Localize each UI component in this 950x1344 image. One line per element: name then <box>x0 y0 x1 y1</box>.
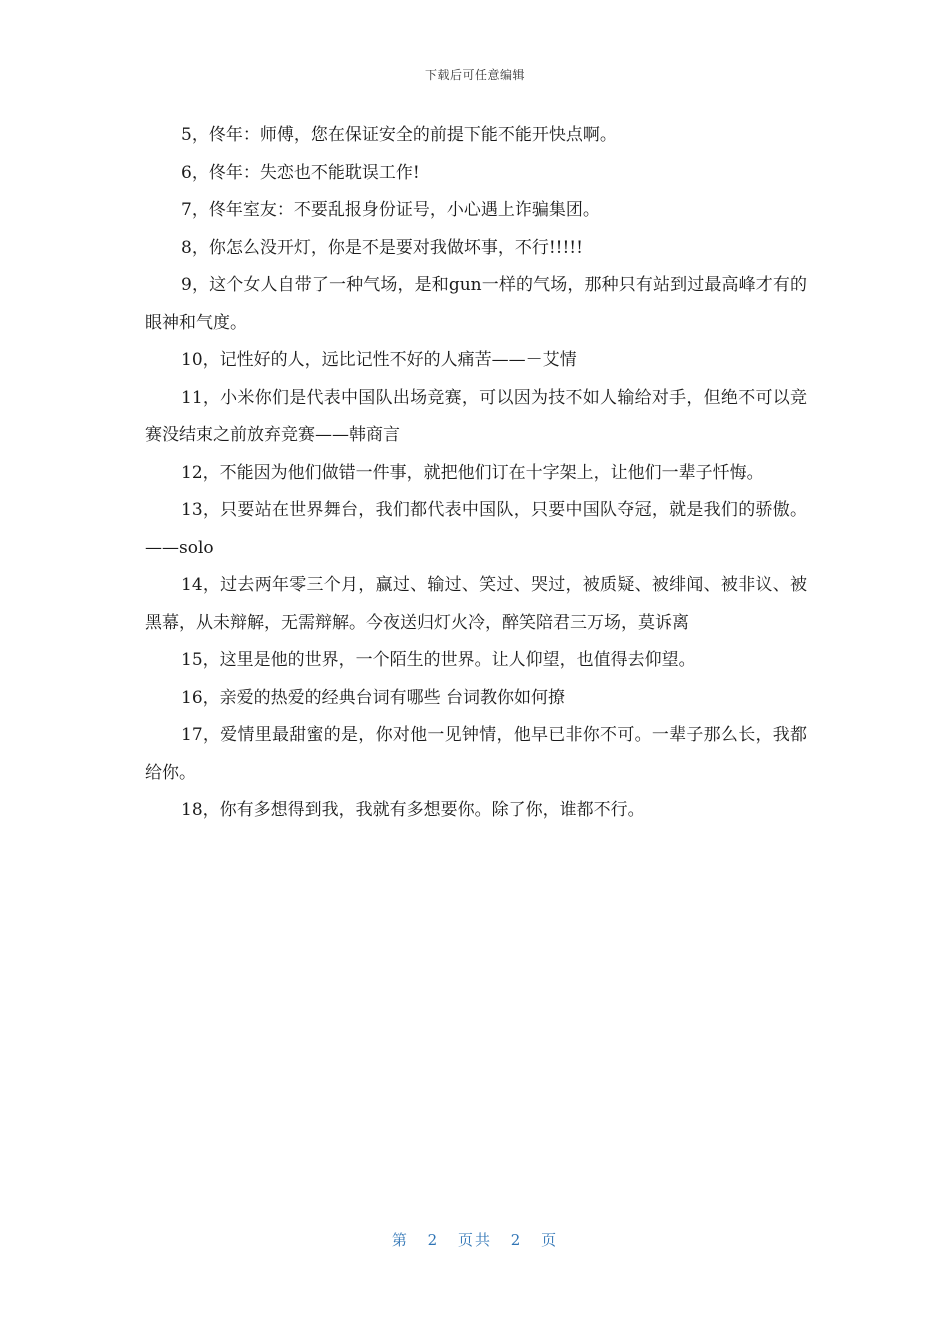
paragraph-9: 9，这个女人自带了一种气场，是和gun一样的气场，那种只有站到过最高峰才有的眼神和气度。 <box>145 275 807 333</box>
document-body <box>145 117 807 830</box>
footer-label-end: 页 <box>541 1231 559 1249</box>
paragraph-17: 17，爱情里最甜蜜的是，你对他一见钟情，他早已非你不可。一辈子那么长，我都给你。 <box>145 725 807 783</box>
footer-current-page: 2 <box>427 1231 440 1249</box>
header-note: 下载后可任意编辑 <box>424 68 525 82</box>
paragraph-12: 12，不能因为他们做错一件事，就把他们订在十字架上，让他们一辈子忏悔。 <box>181 462 764 483</box>
paragraph-10: 10，记性好的人，远比记性不好的人痛苦——－艾情 <box>181 350 577 370</box>
paragraph-15: 15，这里是他的世界，一个陌生的世界。让人仰望，也值得去仰望。 <box>181 650 696 670</box>
footer-label-of: 页共 <box>457 1231 492 1249</box>
footer-total-pages: 2 <box>510 1231 523 1249</box>
paragraph-14: 14，过去两年零三个月，赢过、输过、笑过、哭过，被质疑、被绯闻、被非议、被黑幕，从未辩解，无需辩解。今夜送归灯火冷，醉笑陪君三万场，莫诉离 <box>145 575 807 633</box>
paragraph-8: 8，你怎么没开灯，你是不是要对我做坏事，不行!!!!! <box>181 237 583 258</box>
page-footer <box>0 1229 950 1250</box>
paragraph-18: 18，你有多想得到我，我就有多想要你。除了你，谁都不行。 <box>181 800 645 820</box>
paragraph-11: 11，小米你们是代表中国队出场竞赛，可以因为技不如人输给对手，但绝不可以竞赛没结束之前放弃竞赛——韩商言 <box>145 387 807 445</box>
footer-label-page: 第 <box>391 1231 409 1249</box>
paragraph-16: 16，亲爱的热爱的经典台词有哪些 台词教你如何撩 <box>181 687 566 708</box>
paragraph-6: 6，佟年：失恋也不能耽误工作! <box>181 162 420 183</box>
paragraph-13: 13，只要站在世界舞台，我们都代表中国队，只要中国队夺冠，就是我们的骄傲。——solo <box>145 500 807 558</box>
paragraph-5: 5，佟年：师傅，您在保证安全的前提下能不能开快点啊。 <box>181 125 617 145</box>
paragraph-7: 7，佟年室友：不要乱报身份证号，小心遇上诈骗集团。 <box>181 200 600 220</box>
